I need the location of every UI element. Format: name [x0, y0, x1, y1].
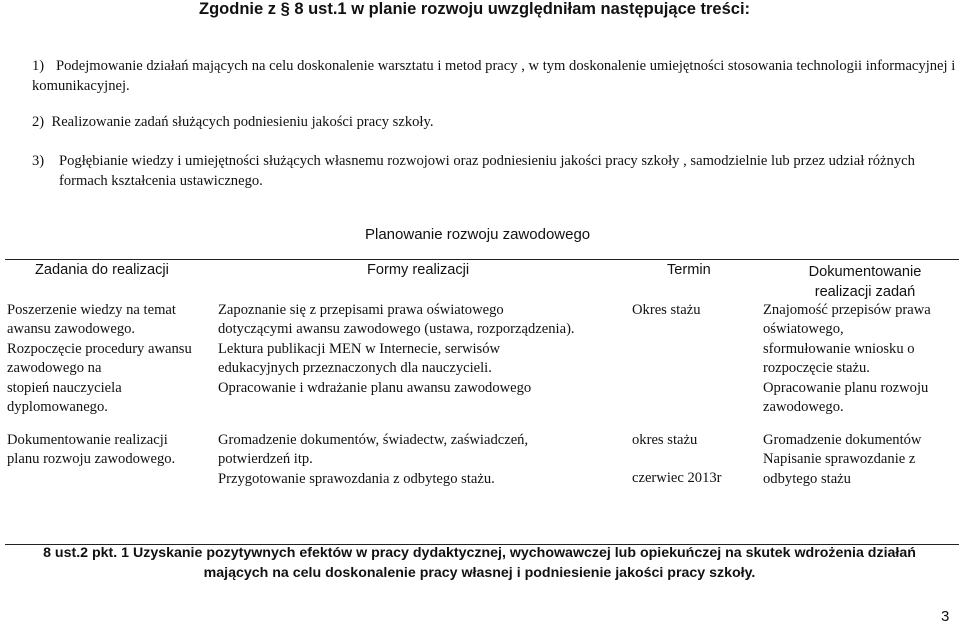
table-cell: Gromadzenie dokumentów Napisanie sprawozdanie z odbytego stażu [763, 432, 922, 487]
plan-table [5, 259, 959, 545]
list-item-number: 2) [32, 114, 45, 130]
list-item [32, 151, 957, 191]
table-header-tasks: Zadania do realizacji [35, 262, 169, 278]
table-cell: Zapoznanie się z przepisami prawa oświatowego dotyczącymi awansu zawodowego (ustawa, rozporządzenia). Lektura publikacji MEN w Internecie, serwisów edukacyjnych przeznaczonych dla nauczycieli. Opracowanie i wdrażanie planu awansu zawodowego [218, 302, 575, 396]
table-header-documentation: Dokumentowanie realizacji zadań [808, 264, 922, 300]
list-item-text: Podejmowanie działań mających na celu doskonalenie warsztatu i metod pracy , w tym doskonalenie umiejętności stosowania technologii informacyjnej i komunikacyjnej. [32, 58, 956, 94]
table-header-deadline: Termin [667, 262, 711, 278]
table-cell: Gromadzenie dokumentów, świadectw, zaświadczeń, potwierdzeń itp. Przygotowanie sprawozdania z odbytego stażu. [218, 432, 529, 487]
table-cell: Znajomość przepisów prawa oświatowego, sformułowanie wniosku o rozpoczęcie stażu. Opracowanie planu rozwoju zawodowego. [763, 302, 931, 416]
table-cell: Poszerzenie wiedzy na temat awansu zawodowego. Rozpoczęcie procedury awansu zawodowego na stopień nauczyciela dyplomowanego. [7, 302, 192, 416]
list-item-number: 1) [32, 58, 45, 74]
section-title: Planowanie rozwoju zawodowego [365, 226, 591, 243]
list-item [32, 56, 957, 96]
table-header-forms: Formy realizacji [367, 262, 470, 278]
footer-text: mających na celu doskonalenie pracy własnej i podniesienie jakości pracy szkoły. [203, 565, 756, 581]
list-item-text: Pogłębianie wiedzy i umiejętności służących własnemu rozwojowi oraz podniesieniu jakości pracy szkoły , samodzielnie lub przez udział różnych formach kształcenia ustawicznego. [59, 153, 915, 189]
footer-text: 8 ust.2 pkt. 1 Uzyskanie pozytywnych efektów w pracy dydaktycznej, wychowawczej lub opiekuńczej na skutek wdrożenia działań [43, 545, 916, 561]
list-item [32, 112, 732, 132]
table-cell: Okres stażu [632, 302, 701, 318]
list-item-number: 3) [32, 153, 45, 169]
table-cell: okres stażu czerwiec 2013r [632, 432, 722, 487]
list-item-text: Realizowanie zadań służących podniesieniu jakości pracy szkoły. [51, 114, 434, 130]
document-heading: Zgodnie z § 8 ust.1 w planie rozwoju uwzględniłam następujące treści: [199, 0, 751, 18]
table-cell: Dokumentowanie realizacji planu rozwoju zawodowego. [7, 432, 176, 468]
page-number: 3 [941, 608, 950, 625]
